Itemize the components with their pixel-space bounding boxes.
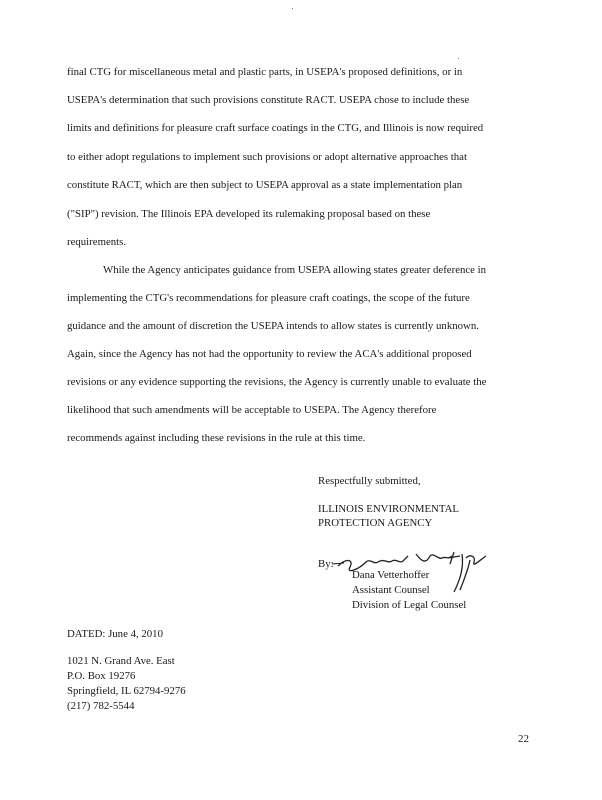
address-street: 1021 N. Grand Ave. East <box>67 655 175 667</box>
text-line: requirements. <box>67 236 127 248</box>
by-label: By: <box>318 558 334 570</box>
text-line: revisions or any evidence supporting the revisions, the Agency is currently unable to evaluate the <box>67 376 487 388</box>
text-line: recommends against including these revisions in the rule at this time. <box>67 432 366 444</box>
text-line: constitute RACT, which are then subject to USEPA approval as a state implementation plan <box>67 179 463 191</box>
page-number: 22 <box>518 733 529 745</box>
text-line: Again, since the Agency has not had the opportunity to review the ACA's additional proposed <box>67 348 472 360</box>
address-po-box: P.O. Box 19276 <box>67 670 136 682</box>
signer-division: Division of Legal Counsel <box>352 599 467 611</box>
signer-title: Assistant Counsel <box>352 584 430 596</box>
text-line: limits and definitions for pleasure craft surface coatings in the CTG, and Illinois is now required <box>67 122 484 134</box>
text-line: guidance and the amount of discretion the USEPA intends to allow states is currently unknown. <box>67 320 479 332</box>
text-line: likelihood that such amendments will be acceptable to USEPA. The Agency therefore <box>67 404 437 416</box>
text-line: final CTG for miscellaneous metal and plastic parts, in USEPA's proposed definitions, or in <box>67 66 463 78</box>
scan-speck <box>458 58 459 59</box>
respectfully-submitted: Respectfully submitted, <box>318 475 421 487</box>
text-line: to either adopt regulations to implement such provisions or adopt alternative approaches that <box>67 151 467 163</box>
dated-line: DATED: June 4, 2010 <box>67 628 163 640</box>
org-name-line-1: ILLINOIS ENVIRONMENTAL <box>318 503 459 515</box>
org-name-line-2: PROTECTION AGENCY <box>318 517 433 529</box>
text-line: implementing the CTG's recommendations for pleasure craft coatings, the scope of the future <box>67 292 470 304</box>
address-phone: (217) 782-5544 <box>67 700 135 712</box>
text-line: ("SIP") revision. The Illinois EPA developed its rulemaking proposal based on these <box>67 208 431 220</box>
address-city: Springfield, IL 62794-9276 <box>67 685 186 697</box>
scan-speck <box>292 8 293 9</box>
text-line: While the Agency anticipates guidance from USEPA allowing states greater deference in <box>103 264 487 276</box>
signer-name: Dana Vetterhoffer <box>352 569 430 581</box>
text-line: USEPA's determination that such provisions constitute RACT. USEPA chose to include these <box>67 94 470 106</box>
